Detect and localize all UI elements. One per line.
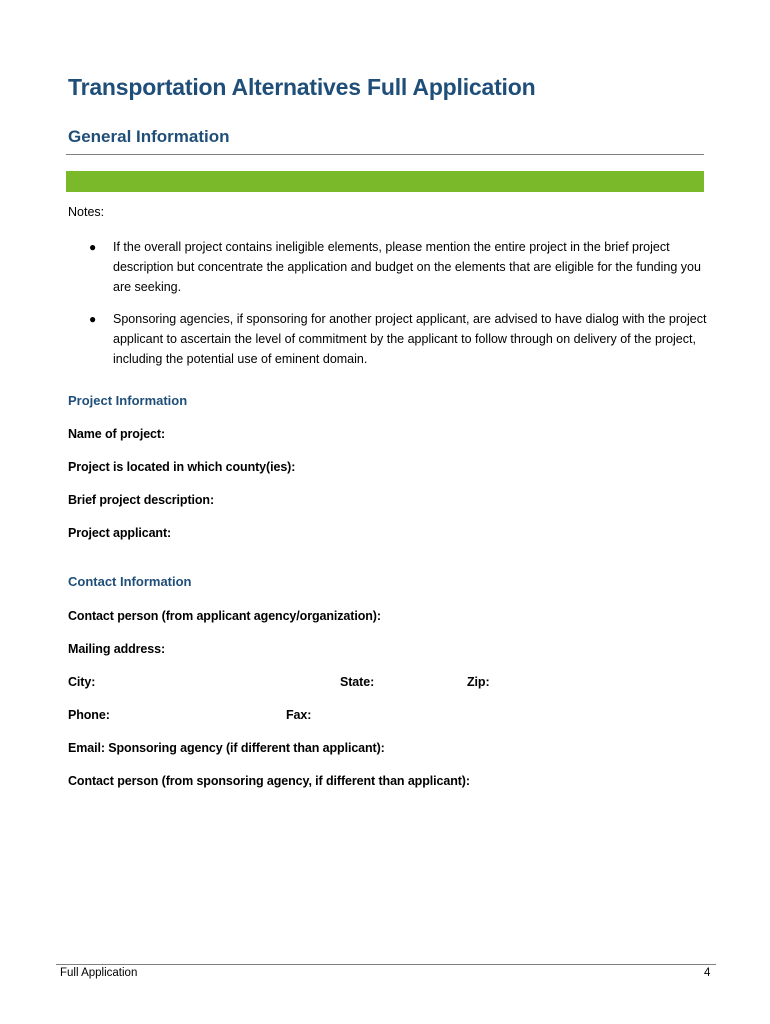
section-divider bbox=[66, 154, 704, 155]
contact-person-label: Contact person (from applicant agency/organization): bbox=[68, 609, 381, 623]
email-sponsoring-label: Email: Sponsoring agency (if different than applicant): bbox=[68, 741, 385, 755]
accent-bar bbox=[66, 171, 704, 192]
fax-label: Fax: bbox=[286, 708, 312, 722]
project-information-heading: Project Information bbox=[68, 393, 188, 408]
document-title: Transportation Alternatives Full Application bbox=[68, 74, 536, 100]
note-text: If the overall project contains ineligible elements, please mention the entire project in the brief project description but concentrate the application and budget on the elements that are eligible for the funding you are seeking. bbox=[113, 240, 701, 294]
state-label: State: bbox=[340, 675, 375, 689]
note-item bbox=[89, 237, 713, 297]
footer-label: Full Application bbox=[60, 967, 138, 979]
notes-label: Notes: bbox=[68, 205, 105, 219]
project-county-label: Project is located in which county(ies): bbox=[68, 460, 296, 474]
mailing-address-label: Mailing address: bbox=[68, 642, 166, 656]
footer-divider bbox=[56, 964, 716, 965]
phone-label: Phone: bbox=[68, 708, 110, 722]
sponsoring-contact-label: Contact person (from sponsoring agency, if different than applicant): bbox=[68, 774, 470, 788]
note-item bbox=[89, 309, 713, 369]
note-text: Sponsoring agencies, if sponsoring for another project applicant, are advised to have dialog with the project applicant to ascertain the level of commitment by the applicant to follow through on delivery of the project, including the potential use of eminent domain. bbox=[113, 312, 707, 366]
project-applicant-label: Project applicant: bbox=[68, 526, 172, 540]
project-name-label: Name of project: bbox=[68, 427, 166, 441]
project-description-label: Brief project description: bbox=[68, 493, 215, 507]
zip-label: Zip: bbox=[467, 675, 490, 689]
bullet-icon: ● bbox=[89, 312, 97, 326]
section-title: General Information bbox=[68, 127, 230, 146]
bullet-icon: ● bbox=[89, 240, 97, 254]
page-number: 4 bbox=[704, 967, 711, 979]
contact-information-heading: Contact Information bbox=[68, 574, 192, 589]
city-label: City: bbox=[68, 675, 96, 689]
